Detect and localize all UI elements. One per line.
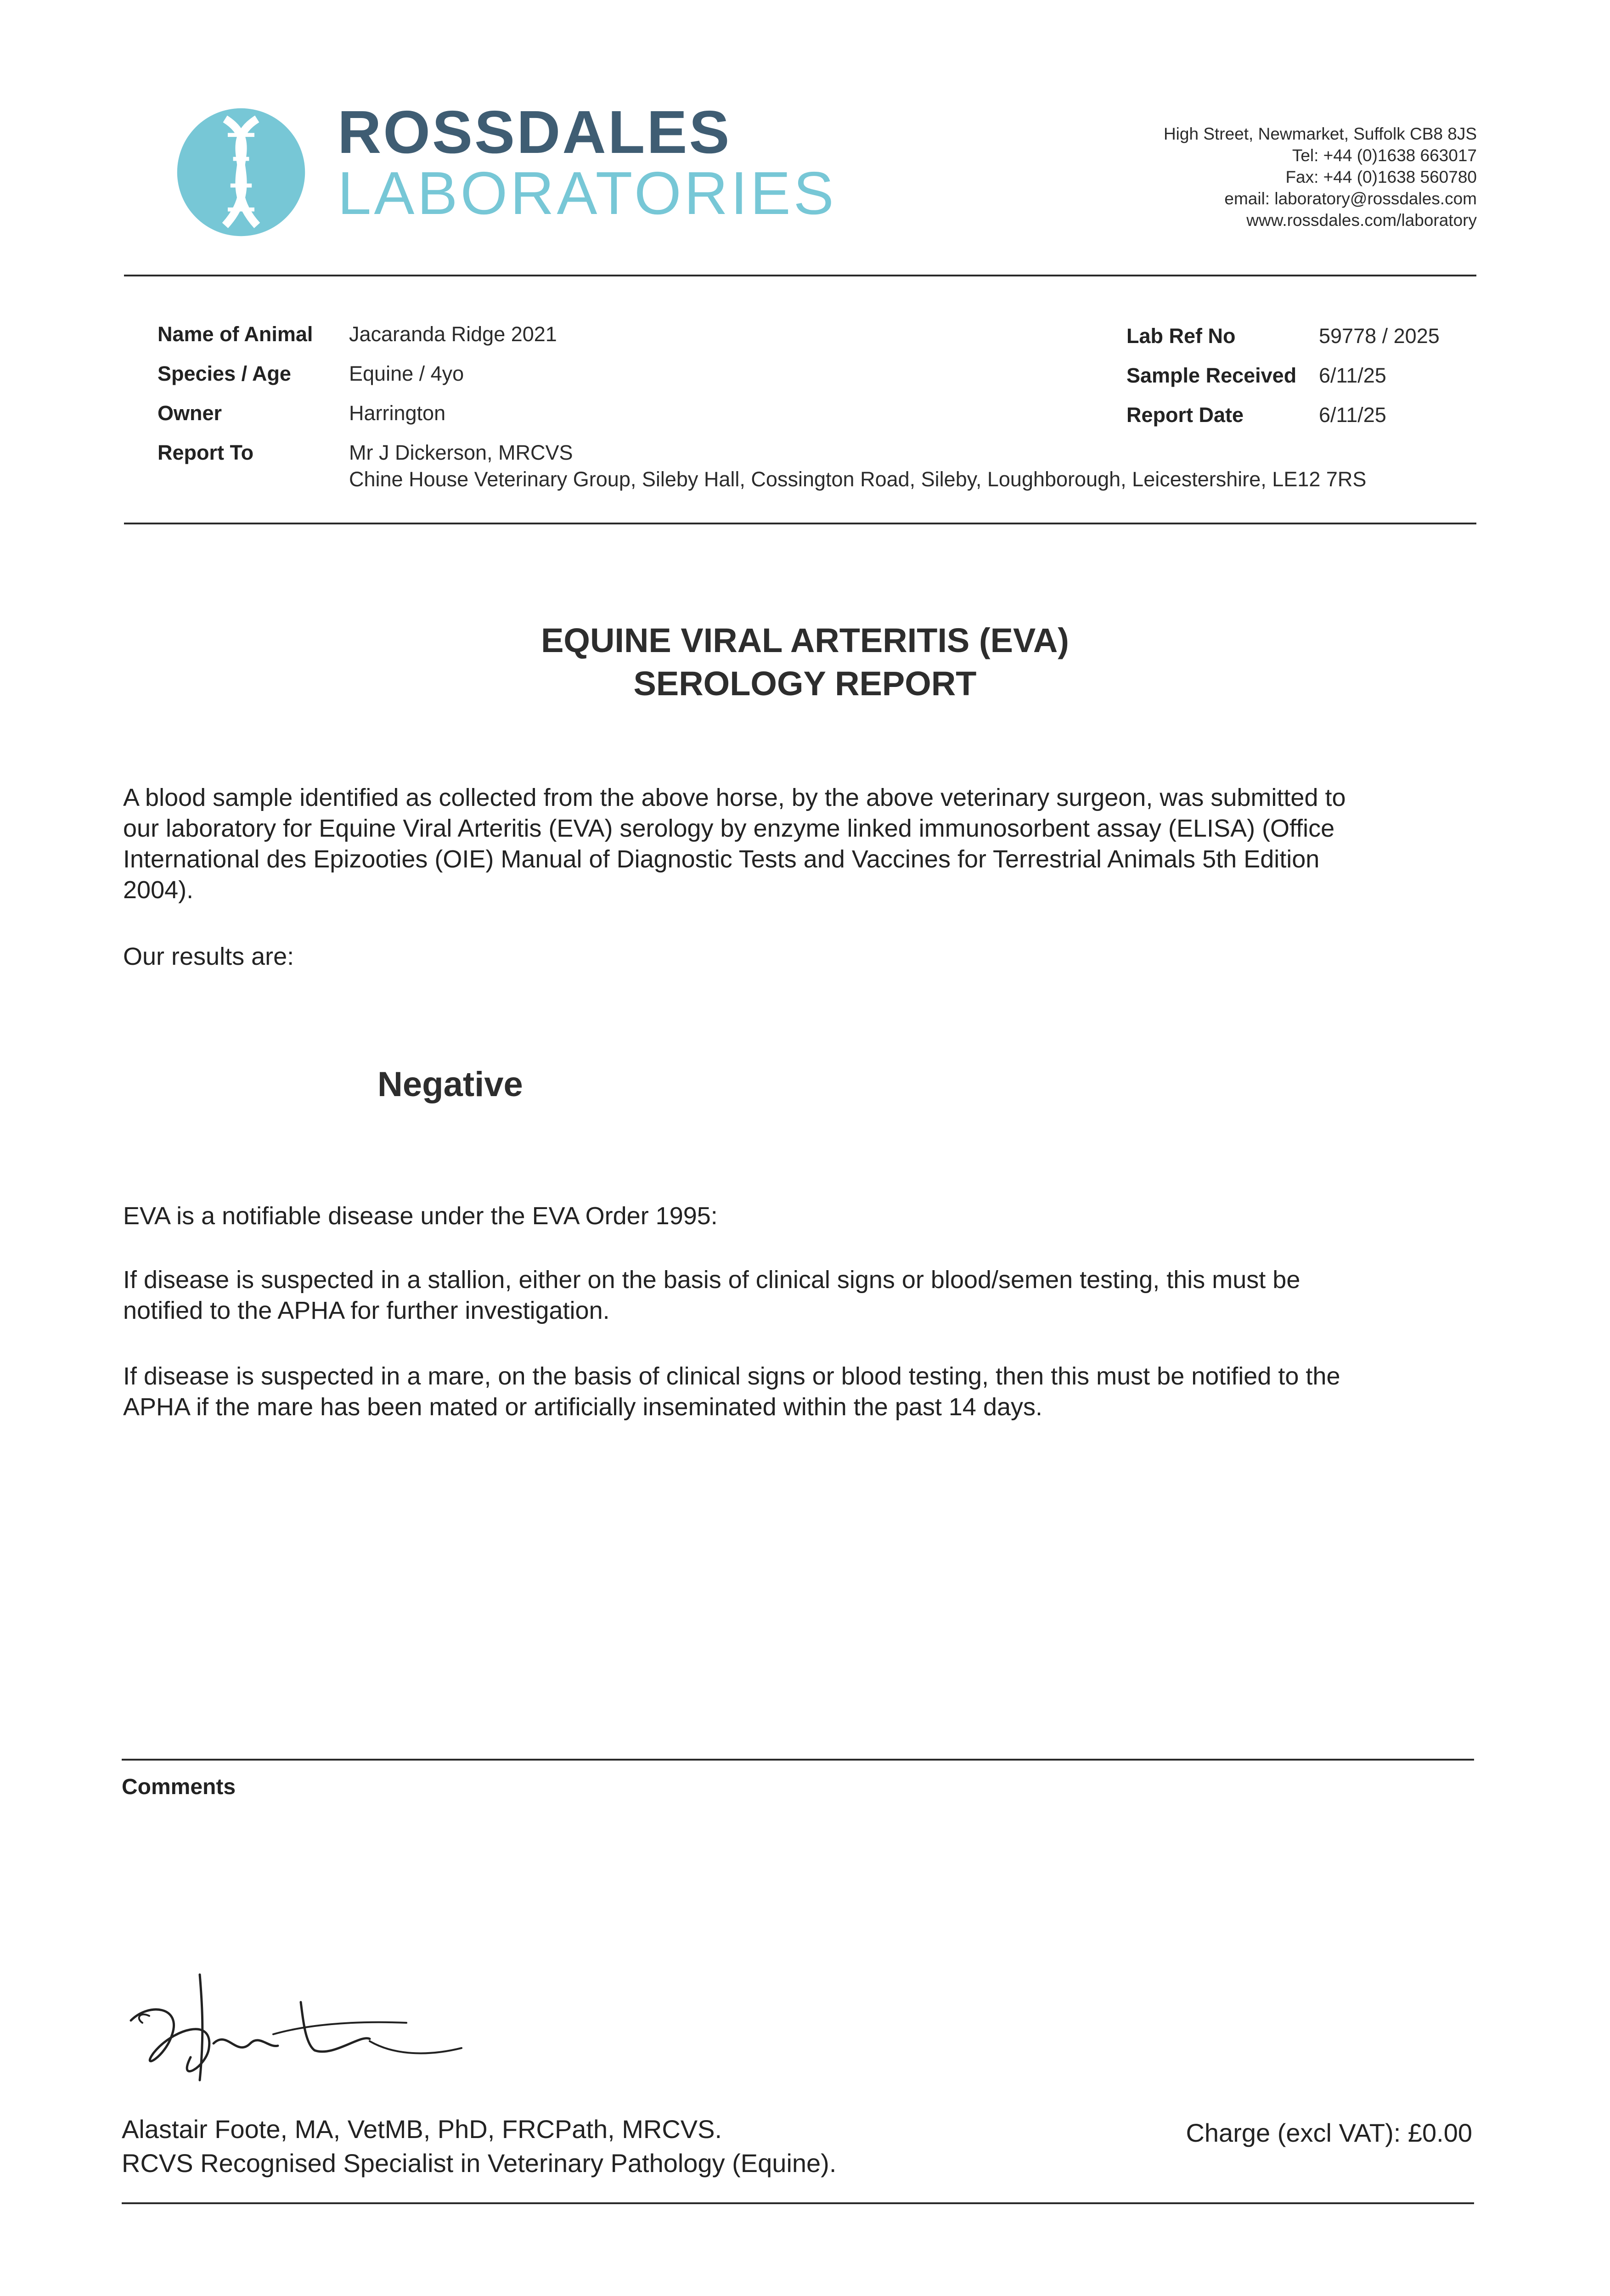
stallion-line: If disease is suspected in a stallion, either on the basis of clinical signs or blood/semen testing, this must be — [123, 1266, 1300, 1294]
telephone: Tel: +44 (0)1638 663017 — [1292, 146, 1477, 165]
sample-received-label: Sample Received — [1126, 364, 1297, 387]
intro-line: our laboratory for Equine Viral Arteritis (EVA) serology by enzyme linked immunosorbent assay (ELISA) (Office — [123, 815, 1335, 842]
mare-line: APHA if the mare has been mated or artificially inseminated within the past 14 days. — [123, 1393, 1043, 1421]
lab-ref-value: 59778 / 2025 — [1319, 324, 1440, 348]
header-divider — [124, 275, 1476, 276]
dna-helix-icon — [175, 106, 308, 239]
charge-amount: Charge (excl VAT): £0.00 — [1186, 2118, 1472, 2147]
sample-received-value: 6/11/25 — [1319, 364, 1386, 387]
signatory-name: Alastair Foote, MA, VetMB, PhD, FRCPath, MRCVS. — [122, 2115, 722, 2144]
brand-name-line2: LABORATORIES — [338, 159, 837, 227]
mare-paragraph — [123, 1361, 1473, 1423]
footer-divider — [122, 2202, 1474, 2204]
email: email: laboratory@rossdales.com — [1224, 189, 1477, 208]
report-date-value: 6/11/25 — [1319, 403, 1386, 427]
owner-label: Owner — [158, 401, 222, 425]
stallion-paragraph — [123, 1265, 1473, 1326]
address: High Street, Newmarket, Suffolk CB8 8JS — [1163, 124, 1477, 143]
intro-line: A blood sample identified as collected from the above horse, by the above veterinary surgeon, was submitted to — [123, 784, 1346, 811]
results-intro: Our results are: — [123, 943, 294, 970]
report-title-line2: SEROLOGY REPORT — [633, 664, 977, 703]
species-label: Species / Age — [158, 362, 291, 385]
notifiable-statement: EVA is a notifiable disease under the EVA Order 1995: — [123, 1202, 718, 1230]
name-value: Jacaranda Ridge 2021 — [349, 322, 557, 346]
website: www.rossdales.com/laboratory — [1246, 211, 1477, 230]
report-to-name: Mr J Dickerson, MRCVS — [349, 441, 573, 464]
test-result: Negative — [377, 1065, 523, 1104]
contact-block — [1164, 123, 1477, 231]
report-to-address: Chine House Veterinary Group, Sileby Hall, Cossington Road, Sileby, Loughborough, Leicestershire, LE12 7RS — [349, 467, 1367, 491]
name-label: Name of Animal — [158, 322, 313, 346]
comments-divider — [122, 1759, 1474, 1761]
signatory-title: RCVS Recognised Specialist in Veterinary Pathology (Equine). — [122, 2149, 837, 2178]
signatory-block — [122, 2112, 836, 2180]
report-title-line1: EQUINE VIRAL ARTERITIS (EVA) — [541, 621, 1069, 659]
intro-line: 2004). — [123, 876, 194, 904]
intro-paragraph — [123, 782, 1473, 906]
brand-name-line1: ROSSDALES — [338, 98, 732, 166]
comments-label: Comments — [122, 1775, 236, 1799]
report-to-label: Report To — [158, 441, 254, 464]
report-date-label: Report Date — [1126, 403, 1244, 427]
species-value: Equine / 4yo — [349, 362, 464, 385]
info-divider — [124, 523, 1476, 524]
signature-image — [122, 1965, 480, 2094]
mare-line: If disease is suspected in a mare, on the basis of clinical signs or blood testing, then this must be notified to the — [123, 1362, 1340, 1390]
fax: Fax: +44 (0)1638 560780 — [1285, 168, 1477, 186]
stallion-line: notified to the APHA for further investigation. — [123, 1297, 610, 1324]
owner-value: Harrington — [349, 401, 446, 425]
intro-line: International des Epizooties (OIE) Manual of Diagnostic Tests and Vaccines for Terrestrial Animals 5th Edition — [123, 845, 1320, 873]
lab-ref-label: Lab Ref No — [1126, 324, 1236, 348]
